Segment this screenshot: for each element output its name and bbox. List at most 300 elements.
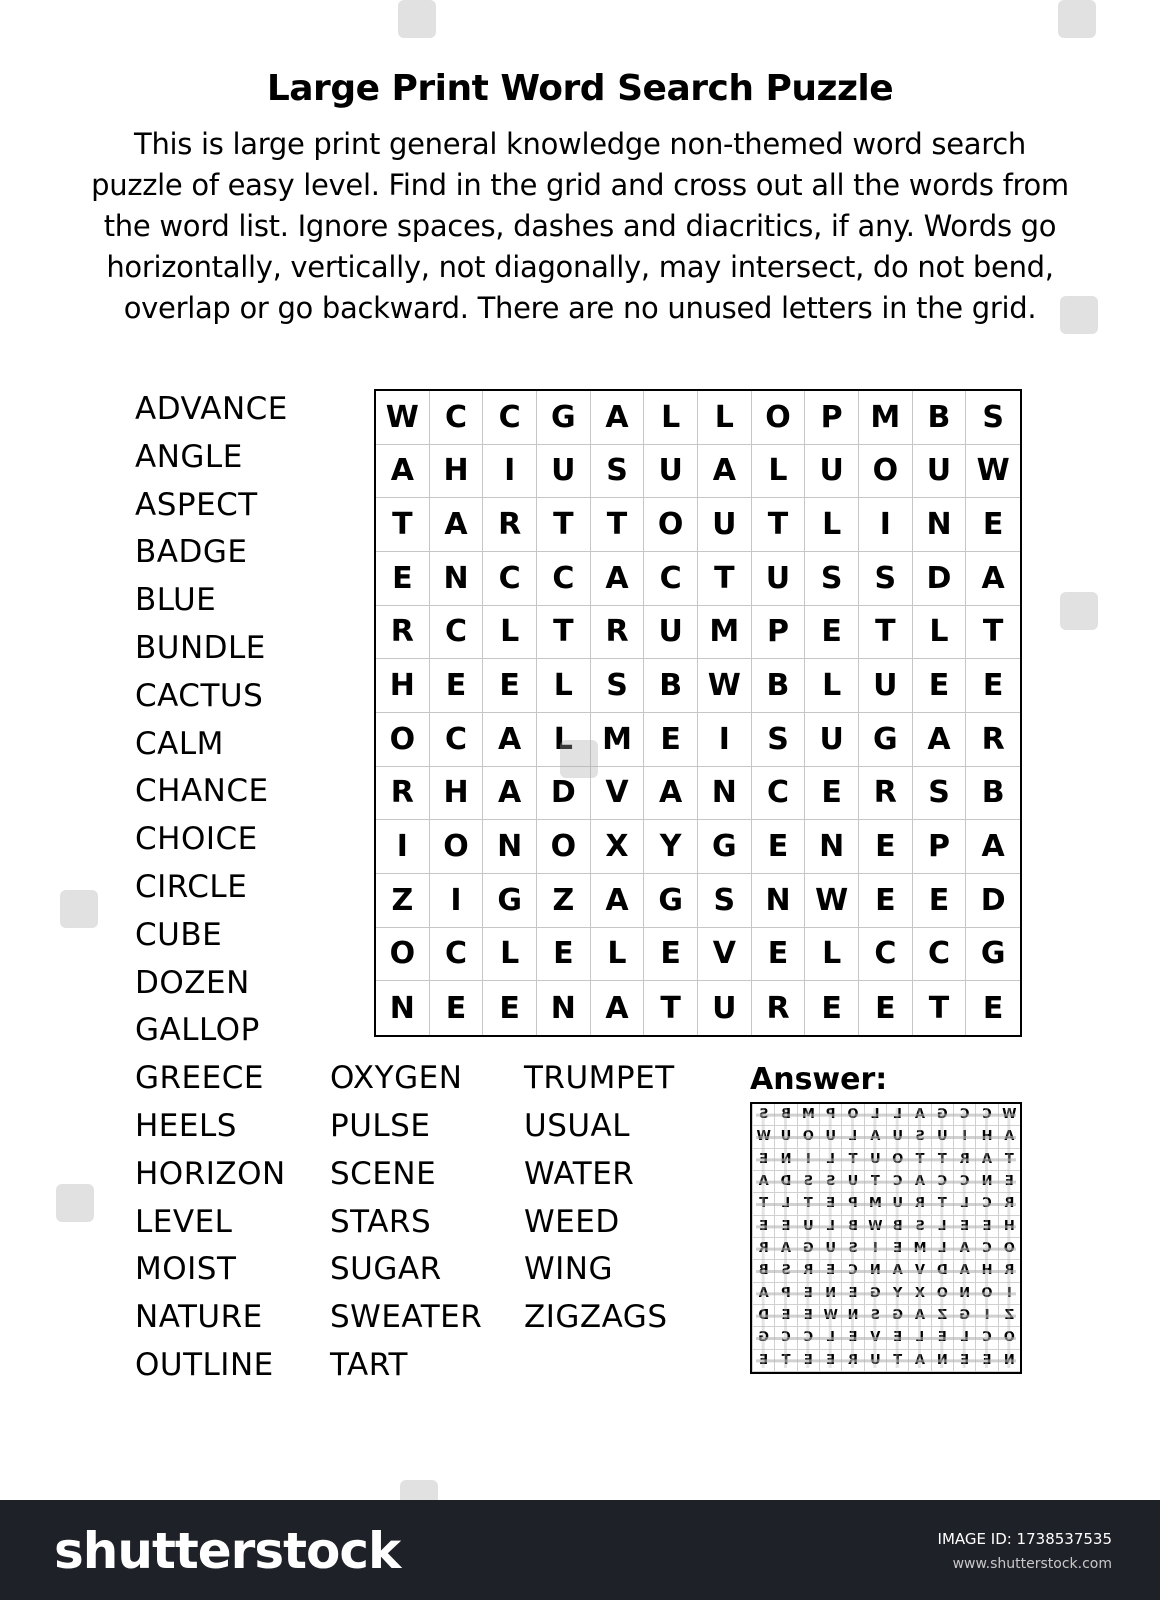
grid-cell: S	[698, 874, 752, 928]
word-list-item: ZIGZAGS	[524, 1299, 668, 1336]
answer-cell: C	[975, 1193, 997, 1215]
answer-cell: L	[819, 1149, 841, 1171]
word-list-item: CIRCLE	[135, 869, 248, 905]
grid-cell: U	[537, 445, 591, 499]
word-list-item: CALM	[135, 725, 224, 762]
answer-cell: S	[797, 1171, 819, 1193]
answer-cell: B	[886, 1216, 908, 1238]
answer-cell: E	[797, 1350, 819, 1372]
word-list-item: BADGE	[135, 534, 248, 571]
answer-cell: C	[975, 1327, 997, 1349]
grid-cell: O	[752, 391, 806, 445]
answer-cell: N	[819, 1283, 841, 1305]
grid-cell: R	[591, 606, 645, 660]
answer-cell: A	[864, 1126, 886, 1148]
grid-cell: N	[913, 498, 967, 552]
grid-cell: V	[591, 767, 645, 821]
grid-cell: C	[752, 767, 806, 821]
grid-cell: S	[966, 391, 1020, 445]
answer-cell: B	[774, 1104, 796, 1126]
answer-cell: S	[774, 1260, 796, 1282]
grid-cell: N	[752, 874, 806, 928]
grid-cell: A	[913, 713, 967, 767]
answer-cell: M	[797, 1104, 819, 1126]
grid-cell: D	[913, 552, 967, 606]
grid-cell: I	[859, 498, 913, 552]
grid-cell: P	[913, 820, 967, 874]
answer-cell: R	[953, 1149, 975, 1171]
answer-cell: I	[975, 1305, 997, 1327]
answer-cell: S	[819, 1171, 841, 1193]
answer-cell: L	[841, 1126, 863, 1148]
word-list-item: SUGAR	[330, 1251, 442, 1288]
answer-cell: N	[953, 1283, 975, 1305]
answer-cell: L	[774, 1193, 796, 1215]
grid-cell: U	[644, 606, 698, 660]
answer-cell: G	[797, 1238, 819, 1260]
answer-cell: H	[998, 1216, 1020, 1238]
answer-cell: U	[819, 1126, 841, 1148]
grid-cell: A	[483, 713, 537, 767]
page-title: Large Print Word Search Puzzle	[266, 68, 894, 109]
grid-cell: E	[752, 928, 806, 982]
image-id: IMAGE ID: 1738537535	[937, 1530, 1112, 1548]
answer-cell: A	[908, 1305, 930, 1327]
grid-cell: N	[805, 820, 859, 874]
answer-cell: W	[998, 1104, 1020, 1126]
answer-cell: C	[953, 1171, 975, 1193]
grid-cell: B	[913, 391, 967, 445]
grid-cell: X	[591, 820, 645, 874]
answer-cell: T	[931, 1193, 953, 1215]
answer-cell: U	[931, 1126, 953, 1148]
answer-cell: E	[886, 1327, 908, 1349]
answer-cell: A	[908, 1350, 930, 1372]
grid-cell: C	[644, 552, 698, 606]
answer-cell: S	[908, 1126, 930, 1148]
grid-cell: L	[483, 928, 537, 982]
answer-cell: O	[841, 1104, 863, 1126]
grid-cell: L	[913, 606, 967, 660]
answer-cell: G	[864, 1283, 886, 1305]
answer-cell: U	[886, 1193, 908, 1215]
answer-cell: N	[975, 1171, 997, 1193]
answer-cell: S	[841, 1238, 863, 1260]
grid-cell: S	[752, 713, 806, 767]
answer-cell: O	[797, 1126, 819, 1148]
grid-cell: L	[483, 606, 537, 660]
word-list-item: GALLOP	[135, 1012, 260, 1049]
answer-cell: W	[752, 1126, 774, 1148]
grid-cell: T	[591, 498, 645, 552]
grid-cell: N	[430, 552, 484, 606]
answer-cell: B	[752, 1260, 774, 1282]
grid-cell: H	[430, 445, 484, 499]
word-list-item: TART	[330, 1347, 408, 1383]
answer-cell: E	[841, 1283, 863, 1305]
answer-cell: D	[774, 1171, 796, 1193]
grid-cell: T	[913, 981, 967, 1035]
answer-cell: L	[908, 1327, 930, 1349]
watermark-icon	[56, 1184, 94, 1222]
answer-cell: A	[908, 1171, 930, 1193]
footer-logo: shutterstock	[54, 1522, 401, 1580]
answer-cell: M	[908, 1238, 930, 1260]
answer-cell: N	[864, 1260, 886, 1282]
grid-cell: G	[859, 713, 913, 767]
grid-cell: S	[591, 445, 645, 499]
answer-cell: N	[841, 1305, 863, 1327]
answer-cell: I	[953, 1126, 975, 1148]
grid-cell: S	[591, 659, 645, 713]
grid-cell: C	[430, 606, 484, 660]
grid-cell: M	[859, 391, 913, 445]
grid-cell: I	[430, 874, 484, 928]
answer-cell: A	[908, 1104, 930, 1126]
answer-cell: A	[752, 1171, 774, 1193]
answer-cell: Z	[931, 1305, 953, 1327]
answer-cell: T	[886, 1350, 908, 1372]
grid-cell: U	[698, 498, 752, 552]
grid-cell: S	[859, 552, 913, 606]
site-url: www.shutterstock.com	[952, 1556, 1112, 1572]
answer-cell: G	[953, 1305, 975, 1327]
grid-cell: D	[966, 874, 1020, 928]
answer-cell: I	[797, 1149, 819, 1171]
grid-cell: O	[859, 445, 913, 499]
answer-cell: L	[931, 1238, 953, 1260]
answer-cell: G	[931, 1104, 953, 1126]
grid-cell: A	[483, 767, 537, 821]
answer-cell: W	[864, 1216, 886, 1238]
word-list-item: ANGLE	[135, 438, 243, 475]
answer-cell: R	[908, 1193, 930, 1215]
grid-cell: C	[913, 928, 967, 982]
grid-cell: E	[982, 990, 1004, 1026]
grid-cell: S	[805, 552, 859, 606]
grid-cell: C	[483, 552, 537, 606]
answer-cell: A	[752, 1283, 774, 1305]
grid-cell: O	[430, 820, 484, 874]
answer-cell: C	[975, 1238, 997, 1260]
grid-cell: T	[752, 498, 806, 552]
answer-cell: E	[752, 1216, 774, 1238]
grid-cell: N	[537, 981, 591, 1035]
grid-cell: C	[430, 928, 484, 982]
grid-cell: R	[966, 713, 1020, 767]
grid-cell: W	[698, 659, 752, 713]
answer-cell: G	[752, 1327, 774, 1349]
footer-banner	[0, 1500, 1160, 1600]
grid-cell: E	[913, 659, 967, 713]
word-list-item: BLUE	[135, 582, 217, 619]
word-list-item: TRUMPET	[524, 1060, 675, 1097]
answer-cell: E	[975, 1350, 997, 1372]
grid-cell: S	[913, 767, 967, 821]
answer-cell: U	[797, 1216, 819, 1238]
grid-cell: A	[376, 445, 430, 499]
answer-cell: R	[998, 1193, 1020, 1215]
grid-cell: U	[698, 981, 752, 1035]
grid-cell: L	[537, 713, 591, 767]
answer-cell: E	[774, 1305, 796, 1327]
grid-cell: W	[376, 391, 430, 445]
grid-cell: L	[644, 391, 698, 445]
word-list-item: OUTLINE	[135, 1347, 274, 1383]
grid-cell: U	[859, 659, 913, 713]
grid-cell: L	[805, 928, 859, 982]
grid-cell: W	[966, 445, 1020, 499]
answer-cell: L	[819, 1327, 841, 1349]
word-list-item: CHANCE	[135, 773, 269, 810]
word-list-item: CUBE	[135, 916, 223, 953]
answer-cell: G	[886, 1305, 908, 1327]
answer-cell: U	[774, 1126, 796, 1148]
answer-cell: A	[886, 1260, 908, 1282]
answer-cell: O	[998, 1327, 1020, 1349]
answer-cell: R	[797, 1260, 819, 1282]
answer-cell: E	[752, 1350, 774, 1372]
answer-cell: A	[953, 1238, 975, 1260]
grid-cell: I	[376, 820, 430, 874]
grid-cell: N	[698, 767, 752, 821]
grid-cell: E	[430, 981, 484, 1035]
instructions-text: This is large print general knowledge non-themed word search puzzle of easy level. Find in the grid and cross out all the words from the word list. Ignore spaces, dashes and diacritics, if any. Words go horizontally, vertically, not diagonally, may intersect, do not bend, overlap or go backward. There are no unused letters in the grid.	[91, 127, 1069, 325]
answer-cell: D	[752, 1305, 774, 1327]
answer-cell: H	[975, 1260, 997, 1282]
grid-cell: N	[376, 981, 430, 1035]
grid-cell: L	[805, 659, 859, 713]
answer-cell: E	[819, 1193, 841, 1215]
grid-cell: O	[537, 820, 591, 874]
word-list-item: WATER	[524, 1155, 635, 1192]
grid-cell: T	[644, 981, 698, 1035]
grid-cell: E	[483, 981, 537, 1035]
answer-cell: U	[864, 1149, 886, 1171]
grid-cell: H	[376, 659, 430, 713]
answer-cell: I	[864, 1238, 886, 1260]
answer-cell: U	[841, 1171, 863, 1193]
answer-cell: N	[998, 1350, 1020, 1372]
grid-cell: E	[644, 928, 698, 982]
grid-cell: L	[591, 928, 645, 982]
answer-cell: E	[797, 1283, 819, 1305]
word-list-item: LEVEL	[135, 1203, 233, 1240]
grid-cell: E	[859, 820, 913, 874]
grid-cell: R	[483, 498, 537, 552]
grid-cell: G	[537, 391, 591, 445]
grid-cell: B	[966, 767, 1020, 821]
answer-cell: D	[931, 1260, 953, 1282]
grid-cell: E	[805, 606, 859, 660]
answer-cell: T	[998, 1149, 1020, 1171]
word-list-item: HEELS	[135, 1108, 237, 1144]
word-list-item: ASPECT	[135, 486, 258, 523]
word-list-item: NATURE	[135, 1299, 263, 1336]
answer-cell: R	[841, 1350, 863, 1372]
grid-cell: E	[376, 552, 430, 606]
grid-cell: D	[537, 767, 591, 821]
grid-cell: A	[591, 981, 645, 1035]
grid-cell: A	[966, 552, 1020, 606]
grid-cell: B	[752, 659, 806, 713]
grid-cell: L	[805, 498, 859, 552]
grid-cell: P	[805, 391, 859, 445]
grid-cell: R	[376, 767, 430, 821]
answer-cell: T	[774, 1350, 796, 1372]
answer-cell: V	[908, 1260, 930, 1282]
answer-cell: C	[841, 1260, 863, 1282]
grid-cell: M	[698, 606, 752, 660]
answer-cell: V	[864, 1327, 886, 1349]
answer-cell: P	[774, 1283, 796, 1305]
word-list-item: BUNDLE	[135, 630, 266, 666]
answer-cell: E	[886, 1238, 908, 1260]
word-list-item: STARS	[330, 1203, 432, 1240]
watermark-icon	[1060, 592, 1098, 630]
answer-cell: T	[841, 1149, 863, 1171]
answer-cell: W	[819, 1305, 841, 1327]
grid-cell: B	[644, 659, 698, 713]
grid-cell: P	[752, 606, 806, 660]
grid-cell: R	[376, 606, 430, 660]
answer-cell: S	[752, 1104, 774, 1126]
grid-cell: G	[483, 874, 537, 928]
word-list-item: ADVANCE	[135, 391, 288, 427]
grid-cell: C	[859, 928, 913, 982]
grid-cell: U	[752, 552, 806, 606]
answer-cell: C	[931, 1171, 953, 1193]
answer-cell: B	[841, 1216, 863, 1238]
grid-cell: G	[644, 874, 698, 928]
watermark-icon	[398, 0, 436, 38]
grid-cell: Z	[537, 874, 591, 928]
answer-cell: U	[886, 1126, 908, 1148]
answer-cell: E	[975, 1216, 997, 1238]
word-list-item: SCENE	[330, 1155, 437, 1192]
grid-cell: E	[859, 981, 913, 1035]
grid-cell: N	[483, 820, 537, 874]
grid-cell: A	[966, 820, 1020, 874]
grid-cell: T	[537, 606, 591, 660]
word-list-item: SWEATER	[330, 1299, 483, 1336]
grid-cell: A	[644, 767, 698, 821]
answer-grid	[750, 1102, 1022, 1374]
grid-cell: L	[537, 659, 591, 713]
answer-cell: A	[953, 1260, 975, 1282]
answer-cell: O	[998, 1238, 1020, 1260]
grid-cell: I	[698, 713, 752, 767]
answer-cell: A	[998, 1126, 1020, 1148]
grid-cell: C	[483, 391, 537, 445]
answer-cell: E	[931, 1327, 953, 1349]
answer-cell: O	[975, 1283, 997, 1305]
puzzle-grid	[374, 389, 1022, 1037]
answer-cell: E	[797, 1305, 819, 1327]
answer-cell: T	[931, 1149, 953, 1171]
grid-cell: E	[537, 928, 591, 982]
grid-cell: T	[698, 552, 752, 606]
grid-cell: E	[966, 498, 1020, 552]
grid-cell: E	[859, 874, 913, 928]
grid-cell: O	[644, 498, 698, 552]
answer-cell: T	[864, 1171, 886, 1193]
grid-cell: Y	[644, 820, 698, 874]
word-list-item: HORIZON	[135, 1155, 286, 1192]
grid-cell: H	[430, 767, 484, 821]
answer-cell: A	[774, 1238, 796, 1260]
answer-label: Answer:	[750, 1062, 888, 1097]
grid-cell: I	[483, 445, 537, 499]
grid-cell: L	[698, 391, 752, 445]
answer-cell: E	[774, 1216, 796, 1238]
grid-cell: T	[859, 606, 913, 660]
answer-cell: E	[953, 1216, 975, 1238]
answer-cell: C	[953, 1104, 975, 1126]
word-list-item: USUAL	[524, 1108, 631, 1144]
answer-cell: P	[819, 1104, 841, 1126]
answer-cell: U	[819, 1238, 841, 1260]
grid-cell: T	[537, 498, 591, 552]
grid-cell: W	[805, 874, 859, 928]
answer-cell: R	[752, 1238, 774, 1260]
word-list-item: CACTUS	[135, 677, 264, 714]
answer-cell: L	[819, 1216, 841, 1238]
grid-cell: C	[537, 552, 591, 606]
grid-cell: A	[591, 391, 645, 445]
word-list-item: WING	[524, 1251, 614, 1288]
answer-cell: Y	[886, 1283, 908, 1305]
answer-cell: S	[864, 1305, 886, 1327]
answer-cell: L	[864, 1104, 886, 1126]
answer-cell: E	[819, 1260, 841, 1282]
grid-cell: A	[430, 498, 484, 552]
answer-cell: L	[886, 1104, 908, 1126]
answer-cell: U	[864, 1350, 886, 1372]
answer-cell: E	[841, 1327, 863, 1349]
answer-cell: M	[864, 1193, 886, 1215]
grid-cell: C	[430, 713, 484, 767]
answer-cell: T	[752, 1193, 774, 1215]
grid-cell: E	[966, 659, 1020, 713]
word-list-item: WEED	[524, 1203, 620, 1240]
grid-cell: U	[805, 445, 859, 499]
grid-cell: M	[591, 713, 645, 767]
answer-cell: T	[797, 1193, 819, 1215]
answer-cell: O	[886, 1149, 908, 1171]
grid-cell: Z	[376, 874, 430, 928]
grid-cell: E	[644, 713, 698, 767]
word-list-item: CHOICE	[135, 821, 258, 858]
answer-cell: Z	[998, 1305, 1020, 1327]
grid-cell: A	[591, 874, 645, 928]
answer-cell: A	[975, 1149, 997, 1171]
answer-cell: N	[931, 1350, 953, 1372]
word-list-item: OXYGEN	[330, 1060, 463, 1097]
grid-cell: O	[376, 928, 430, 982]
grid-cell: U	[913, 445, 967, 499]
grid-cell: E	[913, 874, 967, 928]
grid-cell: R	[752, 981, 806, 1035]
answer-cell: L	[931, 1216, 953, 1238]
grid-cell: E	[752, 820, 806, 874]
watermark-icon	[1058, 0, 1096, 38]
answer-cell: R	[998, 1260, 1020, 1282]
answer-cell: T	[908, 1149, 930, 1171]
grid-cell: A	[591, 552, 645, 606]
answer-cell: E	[752, 1149, 774, 1171]
word-list-item: PULSE	[330, 1108, 431, 1144]
